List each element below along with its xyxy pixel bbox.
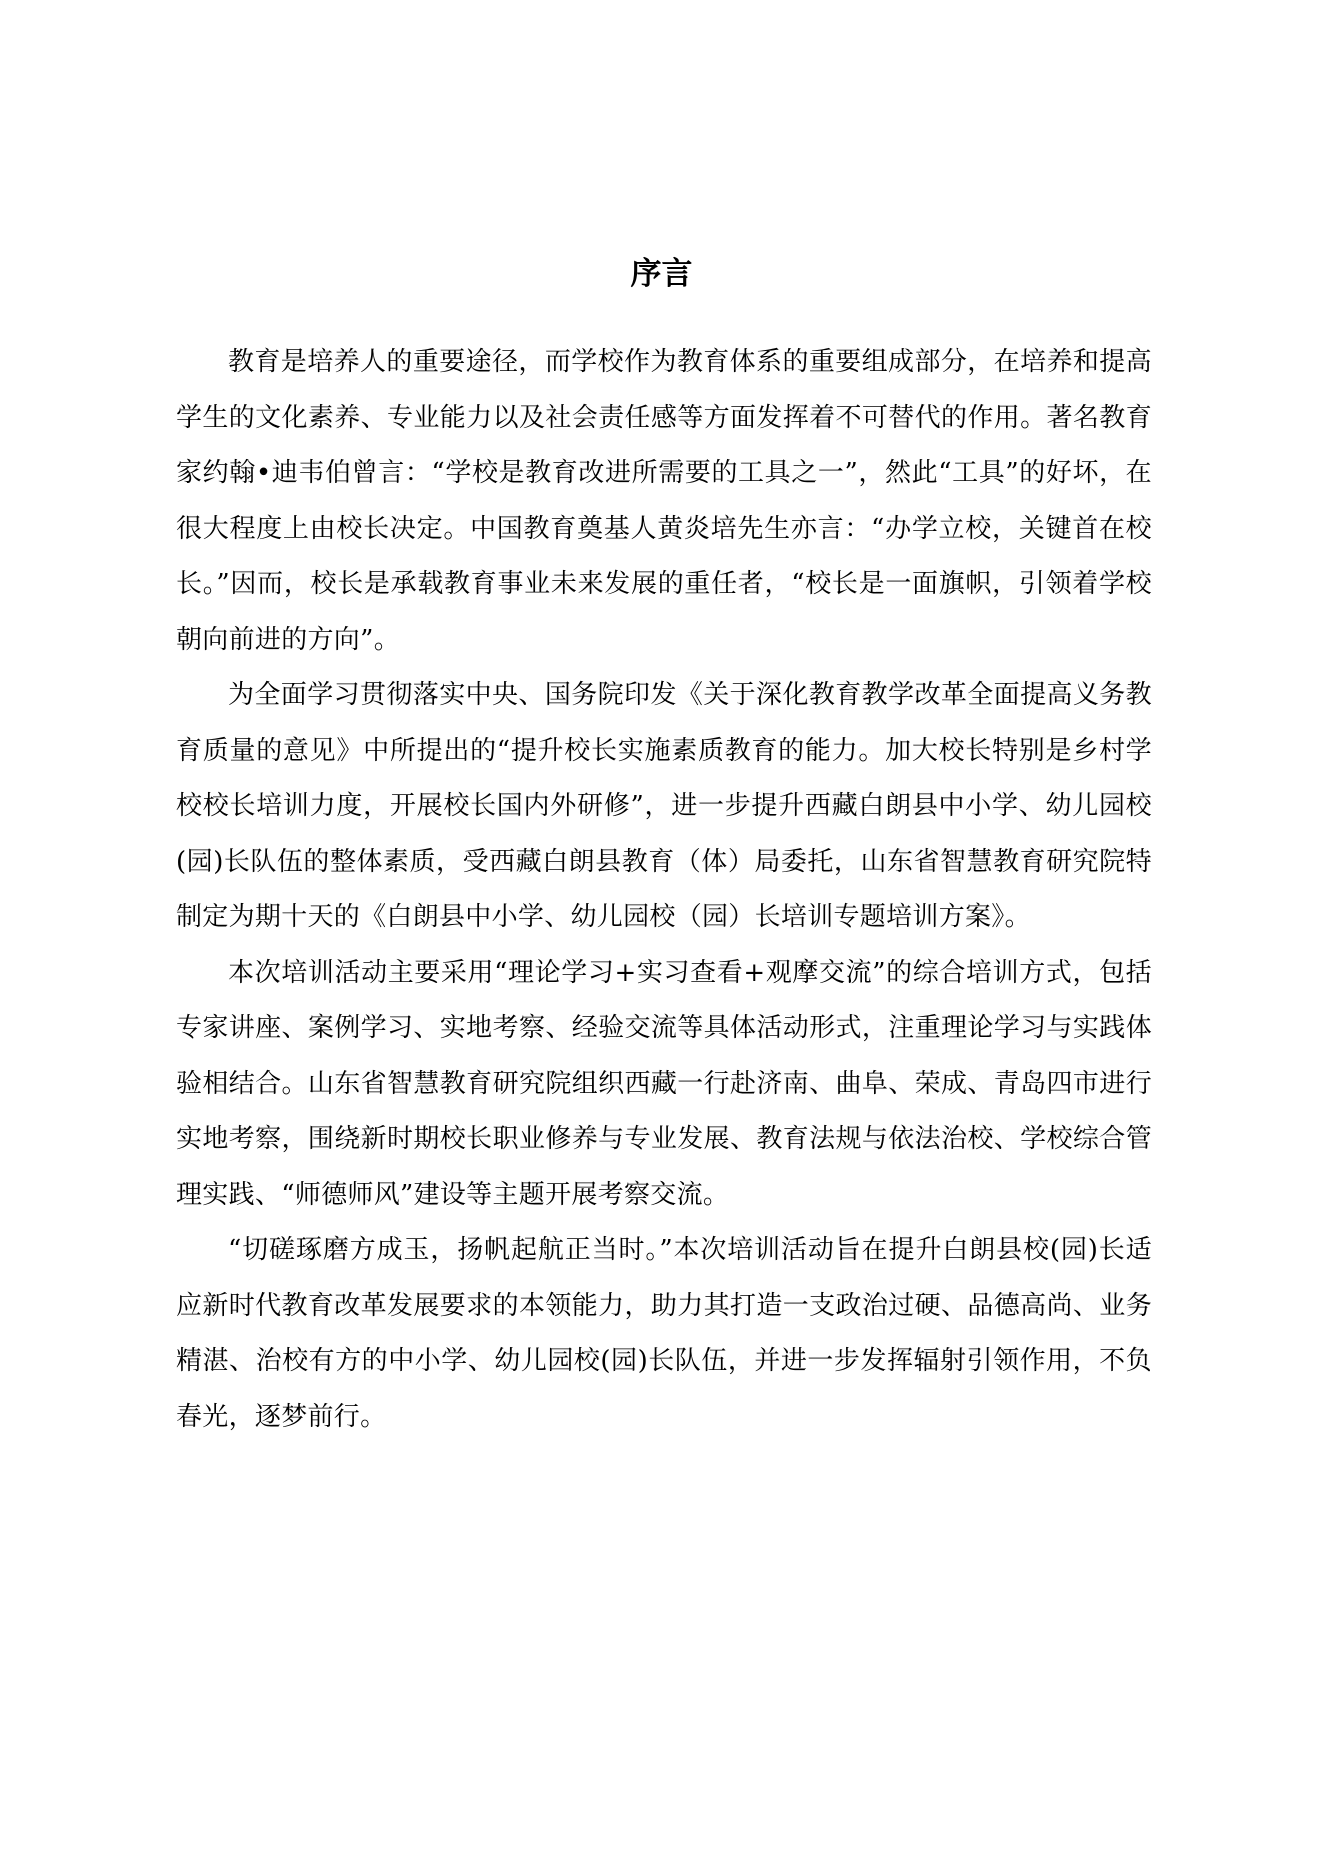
paragraph-3: 本次培训活动主要采用“理论学习+实习查看+观摩交流”的综合培训方式，包括专家讲座、案例学习、实地考察、经验交流等具体活动形式，注重理论学习与实践体验相结合。山东省智慧教育研究院组织西藏一行赴济南、曲阜、荣成、青岛四市进行实地考察，围绕新时期校长职业修养与专业发展、教育法规与依法治校、学校综合管理实践、“师德师风”建设等主题开展考察交流。 bbox=[176, 957, 1152, 1210]
paragraph-2: 为全面学习贯彻落实中央、国务院印发《关于深化教育教学改革全面提高义务教育质量的意见》中所提出的“提升校长实施素质教育的能力。加大校长特别是乡村学校校长培训力度，开展校长国内外研修”，进一步提升西藏白朗县中小学、幼儿园校(园)长队伍的整体素质，受西藏白朗县教育（体）局委托，山东省智慧教育研究院特制定为期十天的《白朗县中小学、幼儿园校（园）长培训专题培训方案》。 bbox=[176, 680, 1152, 932]
paragraph-1: 教育是培养人的重要途径，而学校作为教育体系的重要组成部分，在培养和提高学生的文化素养、专业能力以及社会责任感等方面发挥着不可替代的作用。著名教育家约翰•迪韦伯曾言：“学校是教育改进所需要的工具之一”，然此“工具”的好坏，在很大程度上由校长决定。中国教育奠基人黄炎培先生亦言：“办学立校，关键首在校长。”因而，校长是承载教育事业未来发展的重任者，“校长是一面旗帜，引领着学校朝向前进的方向”。 bbox=[176, 347, 1152, 655]
document-title: 序言 bbox=[630, 256, 693, 292]
paragraph-4: “切磋琢磨方成玉，扬帆起航正当时。”本次培训活动旨在提升白朗县校(园)长适应新时代教育改革发展要求的本领能力，助力其打造一支政治过硬、品德高尚、业务精湛、治校有方的中小学、幼儿园校(园)长队伍，并进一步发挥辐射引领作用，不负春光，逐梦前行。 bbox=[176, 1235, 1152, 1432]
document-body bbox=[176, 335, 1152, 1445]
